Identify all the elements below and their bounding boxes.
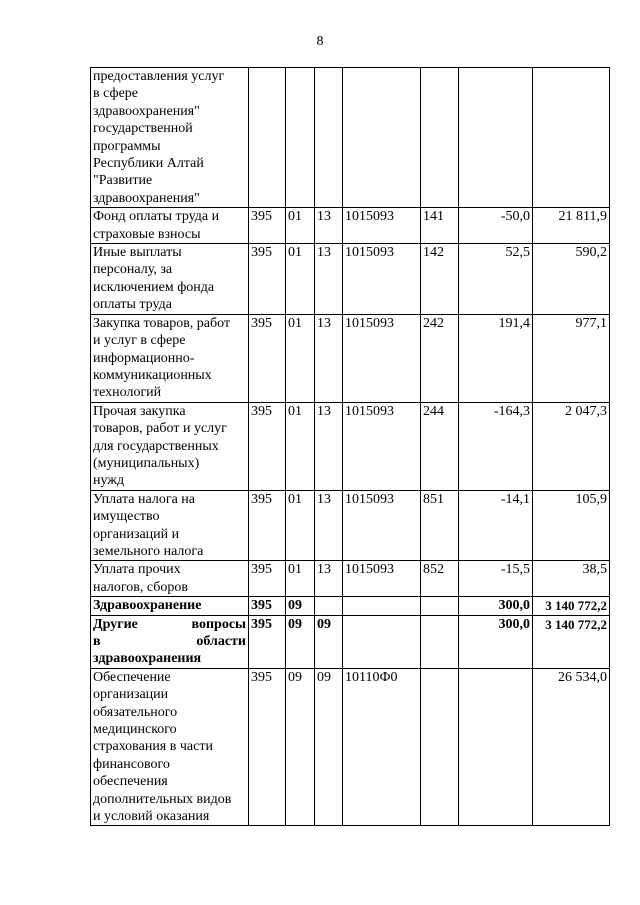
change-amount-cell: [459, 68, 533, 208]
table-body: [91, 68, 610, 826]
target-article-cell: 1015093: [343, 402, 421, 490]
row-name-line: оплаты труда: [93, 297, 172, 313]
row-name-cell: [91, 597, 249, 615]
row-name-line: медицинского: [93, 722, 177, 738]
row-name-line: финансового: [93, 756, 170, 772]
row-name-cell: [91, 402, 249, 490]
budget-table: [90, 67, 610, 826]
ministry-code-cell: 395: [249, 314, 286, 402]
section-code-cell: [286, 68, 315, 208]
target-article-cell: 1015093: [343, 208, 421, 244]
row-name-line: Уплата налога на: [93, 491, 195, 507]
subsection-code-cell: [315, 68, 343, 208]
ministry-code-cell: 395: [249, 615, 286, 668]
target-article-cell: [343, 615, 421, 668]
row-name-cell: [91, 490, 249, 561]
subsection-code-cell: 09: [315, 668, 343, 826]
section-code-cell: 01: [286, 208, 315, 244]
row-name-line: Другие вопросы: [93, 616, 246, 632]
table-row: [91, 68, 610, 208]
row-name-line: Обеспечение: [93, 669, 171, 685]
expense-type-cell: 142: [421, 244, 459, 315]
target-article-cell: [343, 68, 421, 208]
expense-type-cell: [421, 597, 459, 615]
row-name-line: предоставления услуг: [93, 69, 225, 84]
target-article-cell: [343, 597, 421, 615]
target-article-cell: 1015093: [343, 244, 421, 315]
total-amount-cell: 590,2: [533, 244, 610, 315]
subsection-code-cell: 13: [315, 490, 343, 561]
expense-type-cell: 141: [421, 208, 459, 244]
ministry-code-cell: 395: [249, 490, 286, 561]
row-name-line: имущество: [93, 509, 160, 525]
row-name-line: товаров, работ и услуг: [93, 421, 227, 437]
row-name-line: Здравоохранение: [93, 598, 202, 614]
row-name-line: (муниципальных): [93, 455, 200, 471]
subsection-code-cell: 13: [315, 208, 343, 244]
row-name-line: программы: [93, 138, 161, 154]
row-name-line: информационно-: [93, 350, 195, 366]
row-name-line: и условий оказания: [93, 809, 210, 825]
row-name-line: "Развитие: [93, 173, 153, 189]
row-name-line: здравоохранения": [93, 190, 200, 206]
table-row: [91, 668, 610, 826]
row-name-line: Республики Алтай: [93, 156, 204, 172]
table-row: [91, 561, 610, 597]
section-code-cell: 09: [286, 668, 315, 826]
row-name-line: государственной: [93, 121, 193, 137]
table-row: [91, 244, 610, 315]
row-name-line: организаций и: [93, 526, 180, 542]
section-code-cell: 01: [286, 402, 315, 490]
row-name-line: Фонд оплаты труда и: [93, 209, 220, 225]
expense-type-cell: [421, 615, 459, 668]
page-number: 8: [316, 34, 324, 49]
expense-type-cell: 244: [421, 402, 459, 490]
ministry-code-cell: 395: [249, 668, 286, 826]
section-code-cell: 01: [286, 314, 315, 402]
row-name-cell: [91, 244, 249, 315]
row-name-line: страховые взносы: [93, 226, 201, 242]
row-name-line: нужд: [93, 473, 125, 489]
row-name-line: технологий: [93, 385, 162, 401]
row-name-line: в области: [93, 634, 246, 649]
subsection-code-cell: [315, 597, 343, 615]
row-name-cell: [91, 561, 249, 597]
expense-type-cell: 852: [421, 561, 459, 597]
total-amount-cell: 38,5: [533, 561, 610, 597]
change-amount-cell: [459, 668, 533, 826]
row-name-line: налогов, сборов: [93, 579, 188, 595]
subsection-code-cell: 13: [315, 244, 343, 315]
row-name-line: Уплата прочих: [93, 562, 181, 578]
row-name-line: Прочая закупка: [93, 403, 186, 419]
row-name-line: и услуг в сфере: [93, 333, 186, 349]
row-name-line: здравоохранения: [93, 651, 202, 667]
row-name-line: Иные выплаты: [93, 245, 182, 261]
row-name-line: Закупка товаров, работ: [93, 315, 231, 331]
table-row: [91, 490, 610, 561]
row-name-cell: [91, 615, 249, 668]
subsection-code-cell: 13: [315, 314, 343, 402]
total-amount-cell: 21 811,9: [533, 208, 610, 244]
total-amount-cell: 2 047,3: [533, 402, 610, 490]
ministry-code-cell: [249, 68, 286, 208]
table-row: [91, 615, 610, 668]
subsection-code-cell: 13: [315, 402, 343, 490]
section-code-cell: 01: [286, 561, 315, 597]
row-name-line: персоналу, за: [93, 262, 173, 278]
ministry-code-cell: 395: [249, 208, 286, 244]
section-code-cell: 01: [286, 490, 315, 561]
target-article-cell: 10110Ф0: [343, 668, 421, 826]
row-name-line: организации: [93, 687, 169, 703]
target-article-cell: 1015093: [343, 490, 421, 561]
row-name-line: земельного налога: [93, 543, 204, 559]
change-amount-cell: 300,0: [459, 597, 533, 615]
ministry-code-cell: 395: [249, 561, 286, 597]
target-article-cell: 1015093: [343, 561, 421, 597]
row-name-line: здравоохранения": [93, 103, 200, 119]
row-name-line: исключением фонда: [93, 279, 215, 295]
row-name-cell: [91, 668, 249, 826]
row-name-line: дополнительных видов: [93, 791, 232, 807]
change-amount-cell: -164,3: [459, 402, 533, 490]
row-name-line: страхования в части: [93, 739, 213, 755]
section-code-cell: 01: [286, 244, 315, 315]
total-amount-cell: 977,1: [533, 314, 610, 402]
row-name-line: коммуникационных: [93, 367, 212, 383]
total-amount-cell: 105,9: [533, 490, 610, 561]
change-amount-cell: 300,0: [459, 615, 533, 668]
section-code-cell: 09: [286, 615, 315, 668]
ministry-code-cell: 395: [249, 244, 286, 315]
ministry-code-cell: 395: [249, 402, 286, 490]
row-name-line: обязательного: [93, 704, 178, 720]
table-row: [91, 314, 610, 402]
subsection-code-cell: 09: [315, 615, 343, 668]
change-amount-cell: -14,1: [459, 490, 533, 561]
row-name-cell: [91, 208, 249, 244]
section-code-cell: 09: [286, 597, 315, 615]
change-amount-cell: 52,5: [459, 244, 533, 315]
total-amount-cell: 26 534,0: [533, 668, 610, 826]
row-name-line: в сфере: [93, 86, 138, 102]
row-name-cell: [91, 68, 249, 208]
table-row: [91, 208, 610, 244]
ministry-code-cell: 395: [249, 597, 286, 615]
change-amount-cell: 191,4: [459, 314, 533, 402]
change-amount-cell: -15,5: [459, 561, 533, 597]
table-row: [91, 402, 610, 490]
subsection-code-cell: 13: [315, 561, 343, 597]
expense-type-cell: 242: [421, 314, 459, 402]
total-amount-cell: [533, 68, 610, 208]
expense-type-cell: [421, 68, 459, 208]
expense-type-cell: [421, 668, 459, 826]
target-article-cell: 1015093: [343, 314, 421, 402]
row-name-line: обеспечения: [93, 774, 168, 790]
row-name-cell: [91, 314, 249, 402]
change-amount-cell: -50,0: [459, 208, 533, 244]
row-name-line: для государственных: [93, 438, 219, 454]
total-amount-cell: 3 140 772,2: [533, 597, 610, 615]
expense-type-cell: 851: [421, 490, 459, 561]
total-amount-cell: 3 140 772,2: [533, 615, 610, 668]
table-row: [91, 597, 610, 615]
